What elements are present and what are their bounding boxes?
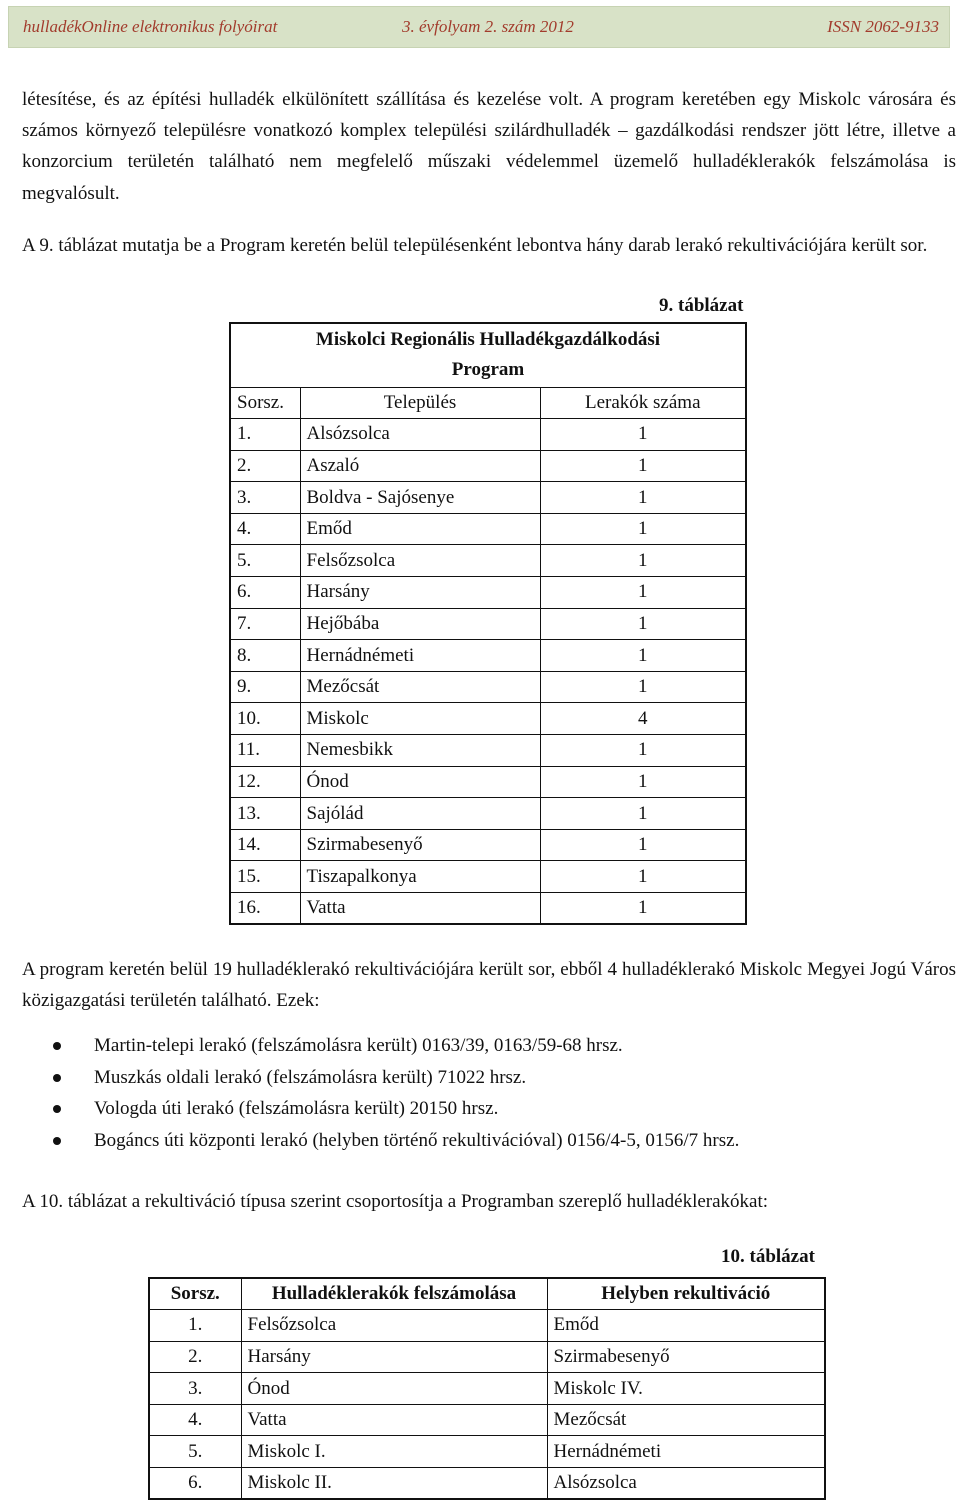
landfill-count: 1 (540, 829, 746, 861)
row-number: 2. (149, 1341, 241, 1373)
recultivated-landfill: Miskolc IV. (547, 1373, 825, 1405)
row-number: 6. (230, 577, 300, 609)
table-row (149, 1310, 825, 1342)
row-number: 2. (230, 450, 300, 482)
table9-header-telepules: Település (300, 387, 540, 419)
row-number: 1. (149, 1310, 241, 1342)
landfill-count: 1 (540, 450, 746, 482)
table-row (230, 798, 746, 830)
landfill-count: 1 (540, 735, 746, 767)
row-number: 1. (230, 419, 300, 451)
row-number: 3. (230, 482, 300, 514)
landfill-count: 1 (540, 766, 746, 798)
table-row (230, 545, 746, 577)
row-number: 14. (230, 829, 300, 861)
table-row (230, 608, 746, 640)
intro-paragraph: létesítése, és az építési hulladék elkülönített szállítása és kezelése volt. A program keretében egy Miskolc városára és számos környező településre vonatkozó komplex települési szilárdhulladék – gazdálkodási rendszer jött létre, illetve a konzorcium területén található nem megfelelő műszaki védelemmel üzemelő hulladéklerakók felszámolása is megvalósult. (22, 89, 956, 204)
settlement: Harsány (300, 577, 540, 609)
settlement: Miskolc (300, 703, 540, 735)
settlement: Ónod (300, 766, 540, 798)
settlement: Boldva - Sajósenye (300, 482, 540, 514)
table-row (230, 513, 746, 545)
table-row (230, 577, 746, 609)
recultivated-landfill: Alsózsolca (547, 1468, 825, 1500)
list-item (50, 1093, 739, 1125)
table-row (230, 482, 746, 514)
landfill-count: 1 (540, 513, 746, 545)
settlement: Emőd (300, 513, 540, 545)
list-item-text: Bogáncs úti központi lerakó (helyben történő rekultivációval) 0156/4-5, 0156/7 hrsz. (94, 1129, 740, 1151)
table9-title (230, 323, 746, 387)
landfill-count: 1 (540, 608, 746, 640)
landfill-count: 1 (540, 577, 746, 609)
table9-intro-paragraph: A 9. táblázat mutatja be a Program keretén belül településenként lebontva hány darab lerakó rekultivációjára került sor. (22, 235, 928, 256)
list-item-text: Vologda úti lerakó (felszámolásra került) 20150 hrsz. (94, 1098, 499, 1120)
landfill-count: 1 (540, 545, 746, 577)
table-row (149, 1468, 825, 1500)
table9-title-line1: Miskolci Regionális Hulladékgazdálkodási (315, 329, 661, 351)
table-row (230, 829, 746, 861)
journal-title: hulladékOnline elektronikus folyóirat (23, 17, 278, 36)
table-row (149, 1341, 825, 1373)
settlement: Tiszapalkonya (300, 861, 540, 893)
row-number: 10. (230, 703, 300, 735)
table9-caption: 9. táblázat (659, 295, 744, 316)
settlement: Aszaló (300, 450, 540, 482)
recultivated-landfill: Emőd (547, 1310, 825, 1342)
table-row (230, 861, 746, 893)
bullet-icon (53, 1074, 61, 1082)
row-number: 7. (230, 608, 300, 640)
row-number: 5. (230, 545, 300, 577)
row-number: 5. (149, 1436, 241, 1468)
landfill-count: 4 (540, 703, 746, 735)
table-row (230, 450, 746, 482)
settlement: Felsőzsolca (300, 545, 540, 577)
table10-header-row (149, 1278, 825, 1310)
table-row (230, 419, 746, 451)
table-row (230, 703, 746, 735)
settlement: Hernádnémeti (300, 640, 540, 672)
list-item (50, 1125, 739, 1157)
table-9 (229, 322, 747, 925)
list-item (50, 1030, 739, 1062)
recultivated-landfill: Szirmabesenyő (547, 1341, 825, 1373)
settlement: Alsózsolca (300, 419, 540, 451)
table10-header-felszamolas: Hulladéklerakók felszámolása (241, 1278, 547, 1310)
landfill-count: 1 (540, 482, 746, 514)
settlement: Hejőbába (300, 608, 540, 640)
row-number: 3. (149, 1373, 241, 1405)
table-row (230, 735, 746, 767)
closed-landfill: Miskolc II. (241, 1468, 547, 1500)
table-row (230, 671, 746, 703)
table-row (149, 1373, 825, 1405)
table-row (230, 766, 746, 798)
issue-label: 3. évfolyam 2. szám 2012 (402, 17, 574, 36)
table10-caption: 10. táblázat (721, 1246, 815, 1267)
table9-header-lerakok: Lerakók száma (540, 387, 746, 419)
table10-intro-paragraph: A 10. táblázat a rekultiváció típusa szerint csoportosítja a Programban szereplő hulladéklerakókat: (22, 1191, 769, 1212)
landfill-count: 1 (540, 419, 746, 451)
row-number: 9. (230, 671, 300, 703)
row-number: 4. (230, 513, 300, 545)
row-number: 15. (230, 861, 300, 893)
closed-landfill: Felsőzsolca (241, 1310, 547, 1342)
settlement: Mezőcsát (300, 671, 540, 703)
settlement: Nemesbikk (300, 735, 540, 767)
table-10 (148, 1277, 826, 1500)
landfill-count: 1 (540, 798, 746, 830)
table-row (230, 640, 746, 672)
table-row (230, 893, 746, 925)
landfill-count: 1 (540, 893, 746, 925)
bullet-icon (53, 1105, 61, 1113)
landfill-count: 1 (540, 640, 746, 672)
settlement: Szirmabesenyő (300, 829, 540, 861)
bullet-icon (53, 1137, 61, 1145)
closed-landfill: Miskolc I. (241, 1436, 547, 1468)
table9-title-line2: Program (451, 359, 525, 381)
recultivated-landfill: Hernádnémeti (547, 1436, 825, 1468)
landfill-count: 1 (540, 861, 746, 893)
summary-paragraph: A program keretén belül 19 hulladéklerakó rekultivációjára került sor, ebből 4 hulladéklerakó Miskolc Megyei Jogú Város közigazgatási területén található. Ezek: (22, 959, 956, 1012)
recultivated-landfill: Mezőcsát (547, 1404, 825, 1436)
closed-landfill: Vatta (241, 1404, 547, 1436)
table10-header-sorsz: Sorsz. (149, 1278, 241, 1310)
row-number: 16. (230, 893, 300, 925)
landfill-count: 1 (540, 671, 746, 703)
list-item (50, 1062, 739, 1094)
table9-header-sorsz: Sorsz. (230, 387, 300, 419)
closed-landfill: Harsány (241, 1341, 547, 1373)
table-row (149, 1436, 825, 1468)
table-row (149, 1404, 825, 1436)
row-number: 13. (230, 798, 300, 830)
list-item-text: Martin-telepi lerakó (felszámolásra került) 0163/39, 0163/59-68 hrsz. (94, 1035, 623, 1056)
bullet-icon (53, 1042, 61, 1050)
row-number: 11. (230, 735, 300, 767)
table9-header-row (230, 387, 746, 419)
row-number: 12. (230, 766, 300, 798)
table9-title-row (230, 323, 746, 387)
settlement: Sajólád (300, 798, 540, 830)
row-number: 8. (230, 640, 300, 672)
issn-label: ISSN 2062-9133 (827, 17, 939, 36)
closed-landfill: Ónod (241, 1373, 547, 1405)
landfill-list (50, 1030, 739, 1156)
row-number: 6. (149, 1468, 241, 1500)
settlement: Vatta (300, 893, 540, 925)
row-number: 4. (149, 1404, 241, 1436)
list-item-text: Muszkás oldali lerakó (felszámolásra került) 71022 hrsz. (94, 1066, 527, 1088)
page-header (8, 6, 950, 48)
table10-header-rekultivacio: Helyben rekultiváció (547, 1278, 825, 1310)
